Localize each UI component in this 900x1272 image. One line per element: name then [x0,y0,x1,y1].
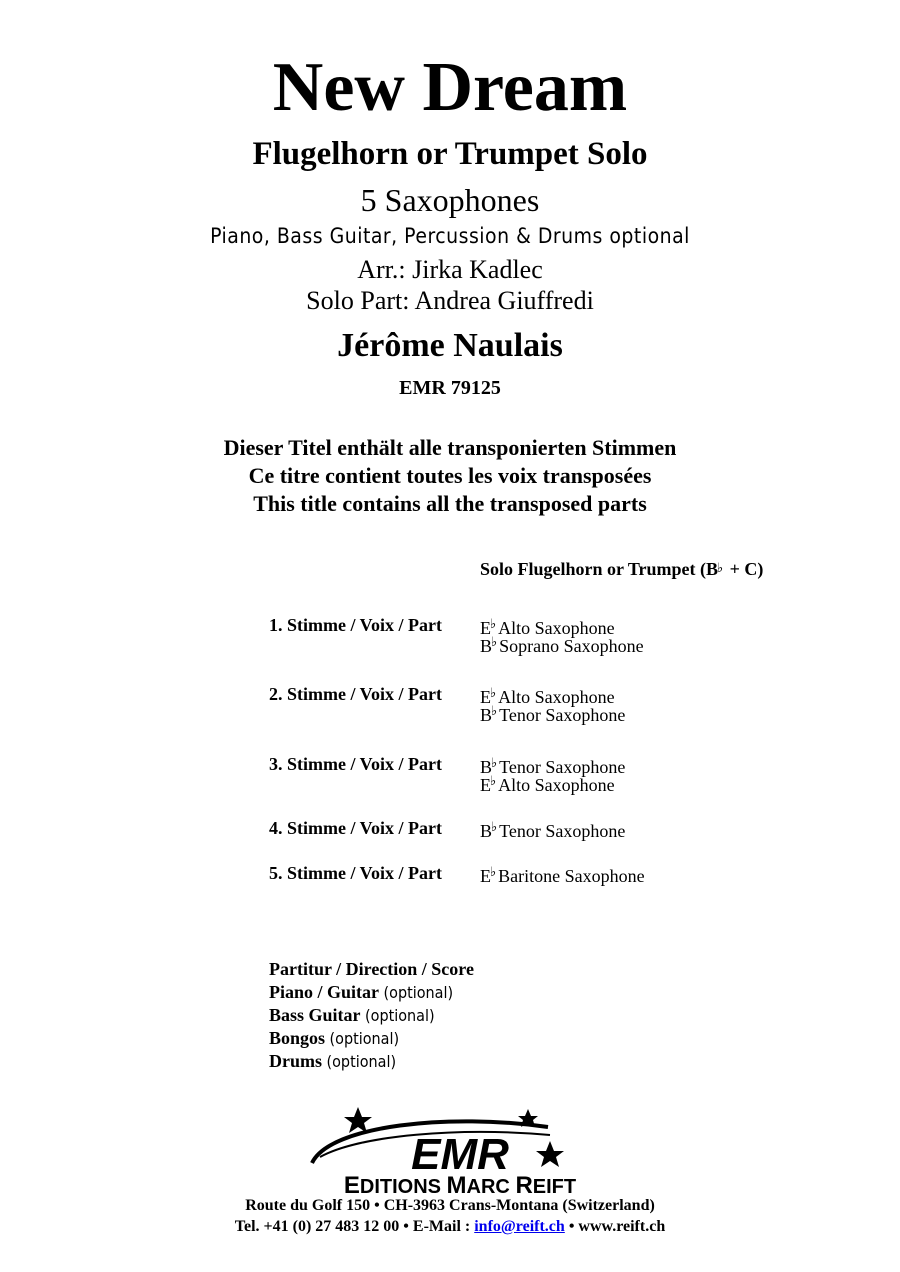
part-instrument: E♭ Alto Saxophone [480,616,615,638]
title: New Dream [272,49,628,126]
optional-instruments: Piano, Bass Guitar, Percussion & Drums optional [210,224,690,248]
part-instrument: B♭ Soprano Saxophone [480,634,644,656]
composer: Jérôme Naulais [337,327,563,364]
part-label: 1. Stimme / Voix / Part [269,615,442,635]
note-english: This title contains all the transposed parts [253,491,647,516]
solo-heading: Solo Flugelhorn or Trumpet (B♭ + C) [480,559,764,579]
part-label: 4. Stimme / Voix / Part [269,818,442,838]
instrumentation: 5 Saxophones [360,182,540,218]
part-label: 5. Stimme / Voix / Part [269,863,442,883]
score-item: Bongos (optional) [269,1028,400,1048]
star-icon [344,1107,372,1133]
note-french: Ce titre contient toutes les voix transposées [248,463,652,488]
part-instrument: B♭ Tenor Saxophone [480,819,626,841]
part-instrument: E♭ Alto Saxophone [480,685,615,707]
score-item: Bass Guitar (optional) [269,1005,435,1025]
part-instrument: B♭ Tenor Saxophone [480,755,626,777]
publisher-address: Route du Golf 150 • CH-3963 Crans-Montana (Switzerland) [245,1197,655,1214]
emr-logo [300,1105,620,1195]
logo-emr-text: EMR [411,1130,509,1179]
logo-publisher-name: EDITIONS MARC REIFT [343,1172,577,1195]
arranger: Arr.: Jirka Kadlec [357,255,543,284]
publisher-contact: Tel. +41 (0) 27 483 12 00 • E-Mail : info@reift.ch • www.reift.ch [234,1218,666,1235]
catalog-number: EMR 79125 [399,377,501,399]
note-german: Dieser Titel enthält alle transponierten Stimmen [223,435,677,460]
score-item: Drums (optional) [269,1051,397,1071]
part-instrument: B♭ Tenor Saxophone [480,703,626,725]
score-item: Piano / Guitar (optional) [269,982,454,1002]
part-instrument: E♭ Baritone Saxophone [480,864,645,886]
part-instrument: E♭ Alto Saxophone [480,773,615,795]
solo-part-credit: Solo Part: Andrea Giuffredi [306,286,594,315]
part-label: 2. Stimme / Voix / Part [269,684,442,704]
score-item: Partitur / Direction / Score [269,959,474,979]
part-label: 3. Stimme / Voix / Part [269,754,442,774]
subtitle: Flugelhorn or Trumpet Solo [252,136,648,172]
email-link[interactable]: info@reift.ch [474,1218,565,1235]
star-icon [536,1141,564,1167]
